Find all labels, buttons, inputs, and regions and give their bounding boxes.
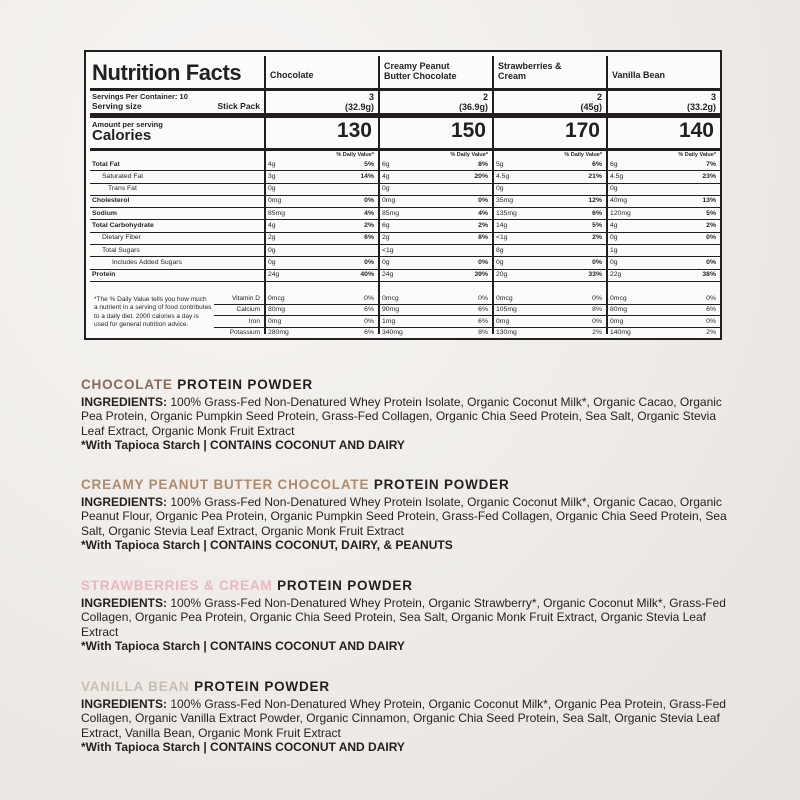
amount: 0mcg — [382, 294, 399, 302]
ingredients-section — [81, 478, 731, 553]
amount: 1g — [610, 246, 618, 254]
nutrient-value-row — [494, 207, 606, 220]
percent-dv: 0% — [592, 317, 602, 325]
percent-dv: 0% — [478, 294, 488, 302]
calories-value: 140 — [678, 119, 714, 142]
nutrient-value-row — [608, 158, 720, 171]
amount: 4.5g — [610, 172, 624, 180]
serving-size-value: Stick Pack — [217, 101, 260, 111]
percent-dv: 6% — [478, 317, 488, 325]
percent-dv: 0% — [364, 317, 374, 325]
amount: 4g — [268, 160, 276, 168]
amount: 135mg — [496, 209, 517, 217]
percent-dv: 4% — [364, 209, 374, 217]
percent-dv: 2% — [706, 222, 716, 229]
allergen-note: *With Tapioca Starch | CONTAINS COCONUT AND DAIRY — [81, 438, 405, 453]
nutrient-value-row — [494, 269, 606, 282]
amount: 0mcg — [496, 294, 513, 302]
calories-value: 170 — [564, 119, 600, 142]
daily-value-header: % Daily Value* — [336, 152, 374, 158]
amount: 0g — [496, 185, 504, 193]
flavor-name: Creamy Peanut Butter Chocolate — [384, 61, 457, 81]
nutrient-row — [90, 207, 264, 220]
flavor-title: STRAWBERRIES & CREAM — [81, 578, 273, 593]
ingredients-section — [81, 378, 731, 453]
percent-dv: 6% — [706, 306, 716, 313]
section-heading — [81, 680, 731, 695]
amount: 0g — [610, 185, 618, 193]
amount: 0g — [610, 258, 618, 266]
heading-suffix: PROTEIN POWDER — [189, 679, 330, 694]
ingredients-list: 100% Grass-Fed Non-Denatured Whey Protein, Organic Strawberry*, Organic Coconut Milk*, Grass-Fed Collagen, Organic Pea Protein, Organic Chia Seed Protein, Sea Salt, Organic Monk Fruit Extract, Organic Stevia Leaf Extract — [81, 595, 726, 639]
percent-dv: 20% — [474, 172, 488, 180]
nutrient-name: Cholesterol — [92, 197, 130, 205]
ingredients-label: INGREDIENTS: — [81, 595, 168, 610]
amount: <1g — [496, 234, 508, 242]
servings-value: 2 (45g) — [580, 92, 602, 112]
allergen-note: *With Tapioca Starch | CONTAINS COCONUT AND DAIRY — [81, 639, 405, 654]
nutrient-value-row — [380, 244, 492, 257]
amount: 2g — [382, 234, 390, 242]
nutrient-value-row — [266, 232, 378, 245]
nutrient-value-row — [494, 183, 606, 196]
nutrient-value-row — [380, 269, 492, 282]
percent-dv: 6% — [364, 329, 374, 336]
percent-dv: 13% — [702, 197, 716, 205]
nutrient-row — [90, 220, 264, 233]
nutrient-value-row — [608, 207, 720, 220]
nutrient-value-row — [266, 195, 378, 208]
amount: 1mg — [382, 317, 396, 325]
nutrient-value-row — [608, 244, 720, 257]
ingredients-text — [81, 697, 731, 741]
amount: 140mg — [610, 329, 631, 336]
nutrient-value-row — [380, 256, 492, 269]
flavor-title: CREAMY PEANUT BUTTER CHOCOLATE — [81, 477, 370, 492]
heading-suffix: PROTEIN POWDER — [272, 578, 413, 593]
percent-dv: 4% — [478, 209, 488, 217]
calories-value: 130 — [336, 119, 372, 142]
amount: 6g — [382, 222, 390, 229]
allergen-note: *With Tapioca Starch | CONTAINS COCONUT, DAIRY, & PEANUTS — [81, 538, 453, 553]
amount: 14g — [496, 222, 508, 229]
vitamin-value-row — [494, 327, 606, 340]
vitamin-name: Iron — [248, 317, 260, 325]
nutrient-value-row — [266, 244, 378, 257]
percent-dv: 33% — [588, 271, 602, 279]
percent-dv: 0% — [364, 258, 374, 266]
ingredients-list: 100% Grass-Fed Non-Denatured Whey Protein Isolate, Organic Coconut Milk*, Organic Cacao, Organic Pea Protein, Organic Pumpkin Seed Protein, Grass-Fed Collagen, Organic Chia Seed Protein, Sea Salt, Organic Stevia Leaf Extract, Organic Monk Fruit Extract — [81, 394, 722, 438]
amount: 0mcg — [610, 294, 627, 302]
amount: 4g — [382, 172, 390, 180]
servings-value: 3 (33.2g) — [686, 92, 716, 112]
servings-value: 2 (36.9g) — [458, 92, 488, 112]
percent-dv: 8% — [592, 306, 602, 313]
amount: 2g — [268, 234, 276, 242]
amount: 4g — [610, 222, 618, 229]
ingredients-section — [81, 680, 731, 755]
nutrient-value-row — [608, 220, 720, 233]
section-heading — [81, 378, 731, 393]
amount: 0g — [382, 258, 390, 266]
daily-value-header: % Daily Value* — [678, 152, 716, 158]
percent-dv: 0% — [706, 234, 716, 242]
percent-dv: 2% — [592, 234, 602, 242]
amount: 8g — [496, 246, 504, 254]
amount: 80mg — [610, 306, 628, 313]
percent-dv: 39% — [474, 271, 488, 279]
percent-dv: 38% — [702, 271, 716, 279]
daily-value-header: % Daily Value* — [564, 152, 602, 158]
amount: 0g — [610, 234, 618, 242]
nutrient-row — [90, 170, 264, 183]
percent-dv: 0% — [706, 317, 716, 325]
amount-per-serving: Amount per serving — [92, 120, 163, 129]
flavor-title: VANILLA BEAN — [81, 679, 190, 694]
amount: 0mg — [268, 317, 282, 325]
percent-dv: 0% — [364, 197, 374, 205]
nutrient-value-row — [266, 158, 378, 171]
percent-dv: 0% — [592, 258, 602, 266]
amount: 0mg — [268, 197, 282, 205]
amount: 22g — [610, 271, 622, 279]
amount: 0mg — [496, 317, 510, 325]
percent-dv: 5% — [364, 160, 374, 168]
flavor-title: CHOCOLATE — [81, 377, 173, 392]
nutrient-value-row — [266, 183, 378, 196]
percent-dv: 0% — [478, 258, 488, 266]
nutrient-row — [90, 232, 264, 245]
nutrient-value-row — [494, 195, 606, 208]
vitamin-value-row — [380, 327, 492, 340]
percent-dv: 6% — [592, 160, 602, 168]
percent-dv: 6% — [364, 234, 374, 242]
nutrient-name: Includes Added Sugars — [112, 258, 182, 266]
heading-suffix: PROTEIN POWDER — [369, 477, 510, 492]
amount: 130mg — [496, 329, 517, 336]
vitamin-value-row — [608, 327, 720, 340]
nutrient-row — [90, 256, 264, 269]
ingredients-section — [81, 579, 731, 654]
nutrient-value-row — [380, 232, 492, 245]
amount: 40mg — [610, 197, 628, 205]
nutrient-value-row — [494, 220, 606, 233]
percent-dv: 14% — [360, 172, 374, 180]
nutrient-value-row — [608, 232, 720, 245]
amount: 0g — [268, 258, 276, 266]
percent-dv: 21% — [588, 172, 602, 180]
nutrient-value-row — [380, 195, 492, 208]
calories-label: Calories — [92, 127, 152, 144]
amount: 6g — [610, 160, 618, 168]
ingredients-text — [81, 596, 731, 640]
calories-value: 150 — [450, 119, 486, 142]
ingredients-label: INGREDIENTS: — [81, 494, 168, 509]
vitamin-row — [214, 327, 264, 340]
nutrient-row — [90, 158, 264, 171]
nutrient-value-row — [266, 220, 378, 233]
daily-value-footnote: *The % Daily Value tells you how much a nutrient in a serving of food contributes to a daily diet. 2000 calories a day is used for general nutrition advice. — [94, 296, 212, 328]
ingredients-list: 100% Grass-Fed Non-Denatured Whey Protein Isolate, Organic Coconut Milk*, Organic Cacao, Organic Peanut Flour, Organic Pea Protein, Organic Pumpkin Seed Protein, Grass-Fed Collagen, Organic Chia Seed Protein, Sea Salt, Organic Stevia Leaf Extract, Organic Monk Fruit Extract — [81, 494, 727, 538]
amount: 4.5g — [496, 172, 510, 180]
nutrient-value-row — [266, 207, 378, 220]
amount: 280mg — [268, 329, 289, 336]
amount: 0g — [496, 258, 504, 266]
amount: 3g — [268, 172, 276, 180]
percent-dv: 0% — [364, 294, 374, 302]
percent-dv: 0% — [592, 294, 602, 302]
percent-dv: 6% — [364, 306, 374, 313]
percent-dv: 23% — [702, 172, 716, 180]
nutrient-name: Total Fat — [92, 160, 120, 168]
nutrient-value-row — [608, 269, 720, 282]
amount: 24g — [382, 271, 394, 279]
section-heading — [81, 478, 731, 493]
serving-size-label: Serving size — [92, 101, 142, 111]
percent-dv: 8% — [478, 234, 488, 242]
amount: 6g — [382, 160, 390, 168]
nutrient-name: Sodium — [92, 209, 117, 217]
nutrient-row — [90, 269, 264, 282]
nutrient-name: Trans Fat — [108, 185, 137, 193]
amount: 80mg — [268, 306, 286, 313]
nutrient-name: Dietary Fiber — [102, 234, 141, 242]
nutrient-name: Saturated Fat — [102, 172, 144, 180]
amount: 0g — [268, 185, 276, 193]
flavor-column — [380, 56, 492, 334]
nutrient-row — [90, 183, 264, 196]
nutrient-value-row — [608, 195, 720, 208]
nutrient-value-row — [494, 158, 606, 171]
percent-dv: 2% — [478, 222, 488, 229]
nutrition-facts-title: Nutrition Facts — [92, 60, 242, 85]
nutrient-value-row — [266, 256, 378, 269]
ingredients-text — [81, 395, 731, 439]
nutrient-value-row — [380, 183, 492, 196]
nutrient-row — [90, 244, 264, 257]
amount: <1g — [382, 246, 394, 254]
nutrient-value-row — [380, 207, 492, 220]
nutrient-row — [90, 195, 264, 208]
vitamin-name: Vitamin D — [231, 294, 260, 302]
vitamin-name: Calcium — [236, 306, 260, 313]
amount: 90mg — [382, 306, 400, 313]
servings-value: 3 (32.9g) — [344, 92, 374, 112]
amount: 0mg — [610, 317, 624, 325]
amount: 0g — [268, 246, 276, 254]
daily-value-header: % Daily Value* — [450, 152, 488, 158]
vitamin-value-row — [266, 327, 378, 340]
vitamin-name: Potassium — [229, 329, 260, 336]
amount: 35mg — [496, 197, 514, 205]
nutrient-name: Total Sugars — [102, 246, 140, 254]
nutrient-name: Protein — [92, 271, 116, 279]
percent-dv: 0% — [706, 294, 716, 302]
nutrient-value-row — [380, 158, 492, 171]
amount: 120mg — [610, 209, 631, 217]
ingredients-list: 100% Grass-Fed Non-Denatured Whey Protein, Organic Coconut Milk*, Organic Pea Protein, Grass-Fed Collagen, Organic Vanilla Extract Powder, Organic Cinnamon, Organic Chia Seed Protein, Sea Salt, Organic Stevia Leaf Extract, Vanilla Bean, Organic Monk Fruit Extract — [81, 696, 726, 740]
nutrient-value-row — [608, 183, 720, 196]
heading-suffix: PROTEIN POWDER — [172, 377, 313, 392]
percent-dv: 2% — [706, 329, 716, 336]
amount: 24g — [268, 271, 280, 279]
nutrient-value-row — [608, 170, 720, 183]
nutrient-value-row — [494, 256, 606, 269]
amount: 85mg — [382, 209, 400, 217]
servings-per-container: Servings Per Container: 10 — [92, 92, 188, 101]
amount: 340mg — [382, 329, 403, 336]
amount: 0g — [382, 185, 390, 193]
nutrient-value-row — [494, 170, 606, 183]
nutrient-value-row — [494, 232, 606, 245]
amount: 20g — [496, 271, 508, 279]
percent-dv: 2% — [364, 222, 374, 229]
nutrient-label-column — [90, 56, 264, 334]
nutrient-value-row — [380, 220, 492, 233]
percent-dv: 6% — [478, 306, 488, 313]
section-heading — [81, 579, 731, 594]
nutrient-value-row — [608, 256, 720, 269]
ingredients-text — [81, 495, 731, 539]
amount: 4g — [268, 222, 276, 229]
nutrient-value-row — [266, 269, 378, 282]
nutrient-value-row — [266, 170, 378, 183]
percent-dv: 40% — [360, 271, 374, 279]
flavor-name: Strawberries & Cream — [498, 61, 562, 81]
flavor-column — [494, 56, 606, 334]
amount: 0mg — [382, 197, 396, 205]
ingredients-label: INGREDIENTS: — [81, 696, 168, 711]
amount: 105mg — [496, 306, 517, 313]
percent-dv: 8% — [478, 160, 488, 168]
percent-dv: 6% — [592, 209, 602, 217]
nutrient-name: Total Carbohydrate — [92, 222, 154, 229]
amount: 85mg — [268, 209, 286, 217]
nutrition-facts-label — [84, 50, 722, 340]
percent-dv: 5% — [706, 209, 716, 217]
flavor-name: Vanilla Bean — [612, 70, 666, 80]
percent-dv: 2% — [592, 329, 602, 336]
percent-dv: 0% — [706, 258, 716, 266]
percent-dv: 8% — [478, 329, 488, 336]
percent-dv: 5% — [592, 222, 602, 229]
allergen-note: *With Tapioca Starch | CONTAINS COCONUT AND DAIRY — [81, 740, 405, 755]
nutrient-value-row — [494, 244, 606, 257]
ingredients-label: INGREDIENTS: — [81, 394, 168, 409]
percent-dv: 0% — [478, 197, 488, 205]
amount: 5g — [496, 160, 504, 168]
percent-dv: 7% — [706, 160, 716, 168]
amount: 0mcg — [268, 294, 285, 302]
flavor-column — [266, 56, 378, 334]
flavor-column — [608, 56, 720, 334]
nutrient-value-row — [380, 170, 492, 183]
flavor-name: Chocolate — [270, 70, 314, 80]
percent-dv: 12% — [588, 197, 602, 205]
